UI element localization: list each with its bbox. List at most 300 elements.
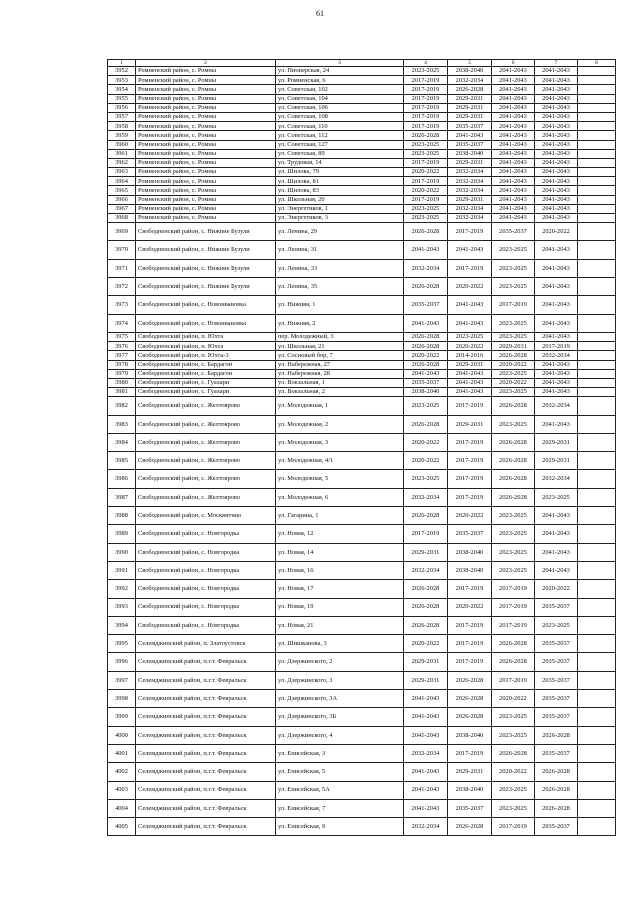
period-cell-5: 2017-2019 xyxy=(448,616,492,634)
period-cell-7: 2041-2043 xyxy=(535,122,578,131)
period-cell-5: 2020-2022 xyxy=(448,598,492,616)
district-cell: Свободненский район, с. Новгородка xyxy=(136,525,276,543)
address-cell: ул. Сосновый бор, 7 xyxy=(276,351,404,360)
period-cell-7: 2020-2022 xyxy=(535,223,578,241)
period-cell-6: 2026-2028 xyxy=(492,433,535,451)
period-cell-4: 2020-2022 xyxy=(404,452,448,470)
district-cell: Ромненский район, с. Ромны xyxy=(136,122,276,131)
address-cell: ул. Енисейская, 5А xyxy=(276,781,404,799)
district-cell: Селемджинский район, п.г.т. Февральск xyxy=(136,781,276,799)
period-cell-7: 2041-2043 xyxy=(535,112,578,121)
period-cell-5: 2035-2037 xyxy=(448,122,492,131)
district-cell: Свободненский район, с. Новоивановка xyxy=(136,296,276,314)
table-row xyxy=(108,140,616,149)
address-cell: ул. Ленина, 29 xyxy=(276,223,404,241)
district-cell: Селемджинский район, п.г.т. Февральск xyxy=(136,799,276,817)
district-cell: Свободненский район, с. Желтоярово xyxy=(136,433,276,451)
period-cell-5: 2041-2043 xyxy=(448,388,492,397)
table-row xyxy=(108,653,616,671)
period-cell-4: 2029-2031 xyxy=(404,671,448,689)
period-cell-7: 2041-2043 xyxy=(535,195,578,204)
period-cell-6: 2020-2022 xyxy=(492,690,535,708)
address-cell: ул. Дзержинского, 4 xyxy=(276,726,404,744)
table-row xyxy=(108,112,616,121)
row-number: 3994 xyxy=(108,616,136,634)
period-cell-5: 2017-2019 xyxy=(448,580,492,598)
row-number: 3984 xyxy=(108,433,136,451)
period-cell-8 xyxy=(578,332,616,341)
period-cell-8 xyxy=(578,378,616,387)
period-cell-5: 2017-2019 xyxy=(448,470,492,488)
row-number: 3964 xyxy=(108,177,136,186)
period-cell-5: 2041-2043 xyxy=(448,378,492,387)
period-cell-5: 2032-2034 xyxy=(448,76,492,85)
district-cell: Свободненский район, с. Гуахари xyxy=(136,388,276,397)
row-number: 3977 xyxy=(108,351,136,360)
period-cell-4: 2020-2022 xyxy=(404,635,448,653)
row-number: 4001 xyxy=(108,744,136,762)
row-number: 3987 xyxy=(108,488,136,506)
address-cell: ул. Советская, 104 xyxy=(276,94,404,103)
period-cell-7: 2032-2034 xyxy=(535,470,578,488)
district-cell: Свободненский район, с. Новоивановка xyxy=(136,314,276,332)
table-row xyxy=(108,149,616,158)
district-cell: Ромненский район, с. Ромны xyxy=(136,177,276,186)
period-cell-5: 2041-2043 xyxy=(448,131,492,140)
district-cell: Свободненский район, с. Новгородка xyxy=(136,580,276,598)
address-cell: ул. Школьная, 21 xyxy=(276,342,404,351)
address-cell: ул. Пионерская, 24 xyxy=(276,67,404,76)
period-cell-4: 2032-2034 xyxy=(404,561,448,579)
period-cell-7: 2041-2043 xyxy=(535,241,578,259)
row-number: 3999 xyxy=(108,708,136,726)
period-cell-8 xyxy=(578,369,616,378)
address-cell: ул. Советская, 106 xyxy=(276,103,404,112)
row-number: 3992 xyxy=(108,580,136,598)
table-row xyxy=(108,314,616,332)
address-cell: ул. Ленина, 33 xyxy=(276,259,404,277)
row-number: 3997 xyxy=(108,671,136,689)
period-cell-6: 2023-2025 xyxy=(492,507,535,525)
period-cell-4: 2023-2025 xyxy=(404,470,448,488)
period-cell-8 xyxy=(578,278,616,296)
district-cell: Ромненский район, с. Ромны xyxy=(136,158,276,167)
period-cell-6: 2041-2043 xyxy=(492,214,535,223)
address-cell: ул. Новая, 19 xyxy=(276,598,404,616)
district-cell: Свободненский район, с. Москвитино xyxy=(136,507,276,525)
period-cell-8 xyxy=(578,149,616,158)
period-cell-7: 2041-2043 xyxy=(535,140,578,149)
period-cell-6: 2026-2028 xyxy=(492,470,535,488)
period-cell-8 xyxy=(578,488,616,506)
address-cell: ул. Энергетиков, 3 xyxy=(276,214,404,223)
period-cell-4: 2041-2043 xyxy=(404,726,448,744)
period-cell-5: 2038-2040 xyxy=(448,781,492,799)
period-cell-4: 2041-2043 xyxy=(404,708,448,726)
table-row xyxy=(108,525,616,543)
table-row xyxy=(108,543,616,561)
period-cell-4: 2026-2028 xyxy=(404,131,448,140)
district-cell: Свободненский район, с. Гуахари xyxy=(136,378,276,387)
district-cell: Селемджинский район, п.г.т. Февральск xyxy=(136,690,276,708)
period-cell-6: 2026-2028 xyxy=(492,653,535,671)
address-cell: ул. Дзержинского, 2 xyxy=(276,653,404,671)
period-cell-5: 2017-2019 xyxy=(448,488,492,506)
period-cell-6: 2041-2043 xyxy=(492,204,535,213)
row-number: 3956 xyxy=(108,103,136,112)
period-cell-8 xyxy=(578,186,616,195)
period-cell-8 xyxy=(578,351,616,360)
row-number: 3986 xyxy=(108,470,136,488)
address-cell: ул. Молодежная, 1 xyxy=(276,397,404,415)
period-cell-4: 2017-2019 xyxy=(404,195,448,204)
row-number: 3974 xyxy=(108,314,136,332)
period-cell-6: 2041-2043 xyxy=(492,195,535,204)
period-cell-6: 2041-2043 xyxy=(492,94,535,103)
period-cell-8 xyxy=(578,525,616,543)
table-row xyxy=(108,76,616,85)
period-cell-6: 2017-2019 xyxy=(492,818,535,836)
period-cell-6: 2041-2043 xyxy=(492,158,535,167)
period-cell-7: 2041-2043 xyxy=(535,278,578,296)
period-cell-4: 2032-2034 xyxy=(404,744,448,762)
district-cell: Ромненский район, с. Ромны xyxy=(136,204,276,213)
period-cell-6: 2041-2043 xyxy=(492,67,535,76)
table-row xyxy=(108,507,616,525)
period-cell-6: 2020-2022 xyxy=(492,360,535,369)
table-row xyxy=(108,397,616,415)
period-cell-4: 2026-2028 xyxy=(404,580,448,598)
table-row xyxy=(108,177,616,186)
period-cell-8 xyxy=(578,818,616,836)
table-row xyxy=(108,259,616,277)
address-cell: ул. Шилова, 83 xyxy=(276,186,404,195)
address-cell: ул. Дзержинского, 3Б xyxy=(276,708,404,726)
district-cell: Ромненский район, с. Ромны xyxy=(136,112,276,121)
period-cell-6: 2017-2019 xyxy=(492,616,535,634)
district-cell: Селемджинский район, п.г.т. Февральск xyxy=(136,818,276,836)
district-cell: Свободненский район, с. Желтоярово xyxy=(136,452,276,470)
period-cell-8 xyxy=(578,781,616,799)
period-cell-4: 2026-2028 xyxy=(404,278,448,296)
period-cell-5: 2029-2031 xyxy=(448,360,492,369)
column-header: 3 xyxy=(276,60,404,67)
row-number: 3952 xyxy=(108,67,136,76)
period-cell-4: 2023-2025 xyxy=(404,149,448,158)
period-cell-8 xyxy=(578,388,616,397)
period-cell-5: 2029-2031 xyxy=(448,94,492,103)
period-cell-5: 2038-2040 xyxy=(448,149,492,158)
period-cell-7: 2041-2043 xyxy=(535,131,578,140)
district-cell: Ромненский район, с. Ромны xyxy=(136,149,276,158)
period-cell-4: 2020-2022 xyxy=(404,351,448,360)
period-cell-5: 2038-2040 xyxy=(448,543,492,561)
period-cell-7: 2026-2028 xyxy=(535,799,578,817)
period-cell-8 xyxy=(578,168,616,177)
row-number: 3960 xyxy=(108,140,136,149)
address-cell: ул. Набережная, 27 xyxy=(276,360,404,369)
row-number: 3996 xyxy=(108,653,136,671)
period-cell-7: 2041-2043 xyxy=(535,168,578,177)
column-header: 1 xyxy=(108,60,136,67)
district-cell: Свободненский район, с. Нижние Бузули xyxy=(136,241,276,259)
period-cell-5: 2041-2043 xyxy=(448,314,492,332)
period-cell-4: 2026-2028 xyxy=(404,616,448,634)
address-cell: ул. Молодежная, 3 xyxy=(276,433,404,451)
address-cell: ул. Энергетиков, 1 xyxy=(276,204,404,213)
period-cell-4: 2032-2034 xyxy=(404,818,448,836)
period-cell-7: 2023-2025 xyxy=(535,616,578,634)
column-header: 5 xyxy=(448,60,492,67)
row-number: 3965 xyxy=(108,186,136,195)
address-cell: ул. Трудовая, 14 xyxy=(276,158,404,167)
row-number: 3982 xyxy=(108,397,136,415)
period-cell-4: 2026-2028 xyxy=(404,598,448,616)
district-cell: Свободненский район, с. Новгородка xyxy=(136,616,276,634)
table-row xyxy=(108,580,616,598)
column-header: 6 xyxy=(492,60,535,67)
period-cell-6: 2017-2019 xyxy=(492,598,535,616)
period-cell-5: 2032-2034 xyxy=(448,177,492,186)
period-cell-7: 2041-2043 xyxy=(535,186,578,195)
period-cell-4: 2020-2022 xyxy=(404,168,448,177)
table-row xyxy=(108,296,616,314)
period-cell-7: 2041-2043 xyxy=(535,103,578,112)
period-cell-7: 2035-2037 xyxy=(535,635,578,653)
address-cell: ул. Енисейская, 7 xyxy=(276,799,404,817)
column-header: 4 xyxy=(404,60,448,67)
period-cell-8 xyxy=(578,708,616,726)
column-header: 7 xyxy=(535,60,578,67)
period-cell-4: 2023-2025 xyxy=(404,140,448,149)
period-cell-5: 2029-2031 xyxy=(448,763,492,781)
period-cell-6: 2041-2043 xyxy=(492,186,535,195)
table-row xyxy=(108,158,616,167)
district-cell: Ромненский район, с. Ромны xyxy=(136,195,276,204)
period-cell-7: 2035-2037 xyxy=(535,708,578,726)
period-cell-7: 2020-2022 xyxy=(535,580,578,598)
address-cell: ул. Молодежная, 6 xyxy=(276,488,404,506)
period-cell-8 xyxy=(578,799,616,817)
period-cell-5: 2029-2031 xyxy=(448,103,492,112)
period-cell-7: 2041-2043 xyxy=(535,149,578,158)
period-cell-6: 2023-2025 xyxy=(492,314,535,332)
period-cell-5: 2029-2031 xyxy=(448,112,492,121)
table-row xyxy=(108,332,616,341)
period-cell-7: 2041-2043 xyxy=(535,67,578,76)
period-cell-8 xyxy=(578,112,616,121)
district-cell: Свободненский район, с. Желтоярово xyxy=(136,415,276,433)
table-row xyxy=(108,708,616,726)
row-number: 3985 xyxy=(108,452,136,470)
period-cell-8 xyxy=(578,177,616,186)
district-cell: Селемджинский район, п.г.т. Февральск xyxy=(136,653,276,671)
period-cell-8 xyxy=(578,653,616,671)
district-cell: Свободненский район, с. Новгородка xyxy=(136,543,276,561)
period-cell-7: 2035-2037 xyxy=(535,744,578,762)
period-cell-7: 2032-2034 xyxy=(535,351,578,360)
table-row xyxy=(108,781,616,799)
period-cell-6: 2041-2043 xyxy=(492,177,535,186)
period-cell-4: 2032-2034 xyxy=(404,488,448,506)
table-row xyxy=(108,122,616,131)
row-number: 3955 xyxy=(108,94,136,103)
period-cell-5: 2041-2043 xyxy=(448,369,492,378)
period-cell-5: 2017-2019 xyxy=(448,653,492,671)
period-cell-4: 2038-2040 xyxy=(404,388,448,397)
row-number: 3983 xyxy=(108,415,136,433)
period-cell-5: 2035-2037 xyxy=(448,525,492,543)
row-number: 3976 xyxy=(108,342,136,351)
district-cell: Ромненский район, с. Ромны xyxy=(136,94,276,103)
row-number: 3991 xyxy=(108,561,136,579)
period-cell-7: 2035-2037 xyxy=(535,598,578,616)
column-header: 8 xyxy=(578,60,616,67)
period-cell-8 xyxy=(578,507,616,525)
period-cell-8 xyxy=(578,296,616,314)
row-number: 3979 xyxy=(108,369,136,378)
period-cell-5: 2029-2031 xyxy=(448,158,492,167)
row-number: 4004 xyxy=(108,799,136,817)
period-cell-7: 2035-2037 xyxy=(535,690,578,708)
row-number: 4003 xyxy=(108,781,136,799)
period-cell-6: 2020-2022 xyxy=(492,763,535,781)
period-cell-5: 2017-2019 xyxy=(448,397,492,415)
period-cell-8 xyxy=(578,195,616,204)
period-cell-4: 2020-2022 xyxy=(404,433,448,451)
period-cell-8 xyxy=(578,259,616,277)
row-number: 4002 xyxy=(108,763,136,781)
address-cell: ул. Советская, 112 xyxy=(276,131,404,140)
period-cell-8 xyxy=(578,763,616,781)
period-cell-4: 2029-2031 xyxy=(404,653,448,671)
period-cell-5: 2017-2019 xyxy=(448,433,492,451)
district-cell: Ромненский район, с. Ромны xyxy=(136,214,276,223)
period-cell-7: 2041-2043 xyxy=(535,214,578,223)
table-row xyxy=(108,726,616,744)
address-cell: ул. Енисейская, 5 xyxy=(276,763,404,781)
period-cell-8 xyxy=(578,470,616,488)
period-cell-8 xyxy=(578,561,616,579)
period-cell-4: 2035-2037 xyxy=(404,296,448,314)
period-cell-4: 2017-2019 xyxy=(404,112,448,121)
period-cell-5: 2020-2022 xyxy=(448,278,492,296)
period-cell-8 xyxy=(578,94,616,103)
period-cell-4: 2017-2019 xyxy=(404,76,448,85)
district-cell: Ромненский район, с. Ромны xyxy=(136,67,276,76)
row-number: 3973 xyxy=(108,296,136,314)
period-cell-4: 2035-2037 xyxy=(404,378,448,387)
period-cell-7: 2026-2028 xyxy=(535,763,578,781)
period-cell-4: 2017-2019 xyxy=(404,177,448,186)
district-cell: Селемджинский район, п.г.т. Февральск xyxy=(136,726,276,744)
period-cell-5: 2038-2040 xyxy=(448,726,492,744)
period-cell-8 xyxy=(578,397,616,415)
period-cell-7: 2041-2043 xyxy=(535,94,578,103)
period-cell-7: 2041-2043 xyxy=(535,561,578,579)
table-row xyxy=(108,223,616,241)
period-cell-4: 2026-2028 xyxy=(404,415,448,433)
period-cell-7: 2041-2043 xyxy=(535,177,578,186)
period-cell-4: 2023-2025 xyxy=(404,204,448,213)
table-row xyxy=(108,671,616,689)
period-cell-6: 2017-2019 xyxy=(492,580,535,598)
period-cell-7: 2041-2043 xyxy=(535,314,578,332)
period-cell-6: 2020-2022 xyxy=(492,378,535,387)
row-number: 3968 xyxy=(108,214,136,223)
table-row xyxy=(108,744,616,762)
row-number: 3954 xyxy=(108,85,136,94)
period-cell-7: 2017-2019 xyxy=(535,342,578,351)
period-cell-8 xyxy=(578,726,616,744)
table-body xyxy=(108,67,616,836)
period-cell-7: 2029-2031 xyxy=(535,433,578,451)
period-cell-5: 2041-2043 xyxy=(448,296,492,314)
period-cell-8 xyxy=(578,85,616,94)
row-number: 3998 xyxy=(108,690,136,708)
period-cell-4: 2041-2043 xyxy=(404,241,448,259)
column-header: 2 xyxy=(136,60,276,67)
period-cell-7: 2041-2043 xyxy=(535,76,578,85)
period-cell-5: 2032-2034 xyxy=(448,204,492,213)
table-row xyxy=(108,351,616,360)
period-cell-7: 2041-2043 xyxy=(535,360,578,369)
table-row xyxy=(108,818,616,836)
table-row xyxy=(108,131,616,140)
period-cell-7: 2029-2031 xyxy=(535,452,578,470)
row-number: 3969 xyxy=(108,223,136,241)
address-cell: ул. Шишканова, 3 xyxy=(276,635,404,653)
period-cell-4: 2023-2025 xyxy=(404,214,448,223)
period-cell-7: 2032-2034 xyxy=(535,397,578,415)
table-row xyxy=(108,561,616,579)
page-number: 61 xyxy=(316,9,324,18)
period-cell-5: 2020-2022 xyxy=(448,507,492,525)
address-cell: ул. Молодежная, 2 xyxy=(276,415,404,433)
row-number: 4000 xyxy=(108,726,136,744)
period-cell-7: 2035-2037 xyxy=(535,818,578,836)
period-cell-4: 2023-2025 xyxy=(404,397,448,415)
table-row xyxy=(108,168,616,177)
table-row xyxy=(108,342,616,351)
period-cell-5: 2032-2034 xyxy=(448,168,492,177)
period-cell-4: 2023-2025 xyxy=(404,67,448,76)
address-cell: ул. Ленина, 31 xyxy=(276,241,404,259)
table-row xyxy=(108,616,616,634)
period-cell-7: 2035-2037 xyxy=(535,653,578,671)
row-number: 3972 xyxy=(108,278,136,296)
period-cell-8 xyxy=(578,598,616,616)
period-cell-5: 2026-2028 xyxy=(448,690,492,708)
housing-repair-table xyxy=(107,59,616,836)
district-cell: Свободненский район, с. Желтоярово xyxy=(136,470,276,488)
row-number: 3978 xyxy=(108,360,136,369)
period-cell-4: 2017-2019 xyxy=(404,158,448,167)
period-cell-6: 2023-2025 xyxy=(492,241,535,259)
table-row xyxy=(108,360,616,369)
period-cell-7: 2041-2043 xyxy=(535,85,578,94)
district-cell: Ромненский район, с. Ромны xyxy=(136,85,276,94)
period-cell-8 xyxy=(578,158,616,167)
period-cell-6: 2026-2028 xyxy=(492,635,535,653)
table-row xyxy=(108,195,616,204)
address-cell: ул. Шилова, 81 xyxy=(276,177,404,186)
period-cell-6: 2029-2031 xyxy=(492,342,535,351)
table-row xyxy=(108,690,616,708)
period-cell-6: 2041-2043 xyxy=(492,76,535,85)
period-cell-5: 2020-2022 xyxy=(448,342,492,351)
period-cell-6: 2023-2025 xyxy=(492,525,535,543)
